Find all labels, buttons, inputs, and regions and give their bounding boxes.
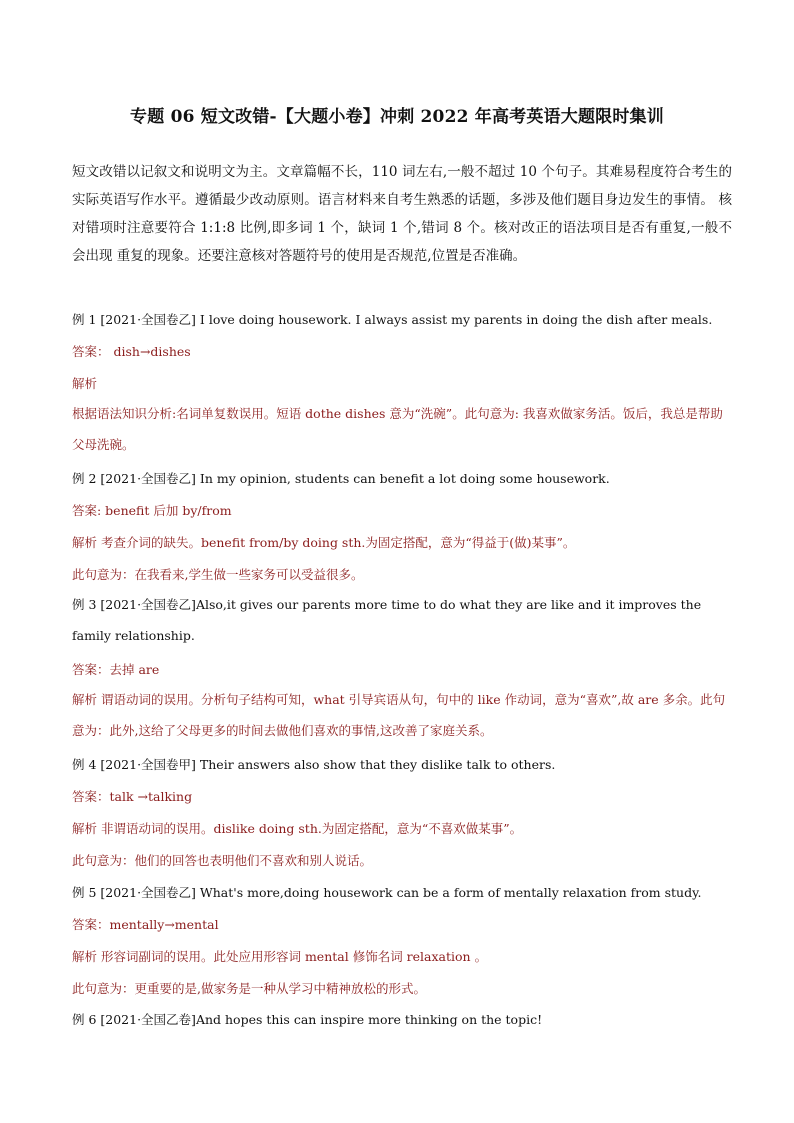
- example-3-question: 例 3 [2021·全国卷乙]Also,it gives our parents more time to do what they are like and it improves the family relationship.: [72, 597, 702, 643]
- example-1-analysis-label: 解析: [72, 376, 98, 391]
- example-2-answer: 答案: benefit 后加 by/from: [72, 503, 232, 518]
- example-1-answer: 答案： dish→dishes: [72, 344, 191, 359]
- example-3-answer: 答案：去掉 are: [72, 662, 160, 677]
- example-5-analysis: 解析 形容词副词的误用。此处应用形容词 mental 修饰名词 relaxation 。: [72, 949, 488, 964]
- example-2-analysis: 解析 考查介词的缺失。benefit from/by doing sth.为固定搭配，意为“得益于(做)某事”。: [72, 535, 576, 550]
- page-title: 专题 06 短文改错-【大题小卷】冲刺 2022 年高考英语大题限时集训: [130, 107, 664, 127]
- example-3-analysis: 解析 谓语动词的误用。分析句子结构可知，what 引导宾语从句，句中的 like 作动词，意为“喜欢”,故 are 多余。此句意为：此外,这给了父母更多的时间去做他们喜欢的事情,这改善了家庭关系。: [72, 692, 726, 738]
- example-5-meaning: 此句意为：更重要的是,做家务是一种从学习中精神放松的形式。: [72, 981, 426, 996]
- example-4-analysis: 解析 非谓语动词的误用。dislike doing sth.为固定搭配，意为“不喜欢做某事”。: [72, 821, 523, 836]
- example-2-meaning: 此句意为：在我看来,学生做一些家务可以受益很多。: [72, 567, 364, 582]
- example-4-answer: 答案：talk →talking: [72, 789, 193, 804]
- example-5-question: 例 5 [2021·全国卷乙] What's more,doing housework can be a form of mentally relaxation from study.: [72, 885, 702, 900]
- example-5-answer: 答案：mentally→mental: [72, 917, 219, 932]
- example-2-question: 例 2 [2021·全国卷乙] In my opinion, students can benefit a lot doing some housework.: [72, 471, 610, 486]
- example-4-meaning: 此句意为：他们的回答也表明他们不喜欢和别人说话。: [72, 853, 373, 868]
- example-6-question: 例 6 [2021·全国乙卷]And hopes this can inspire more thinking on the topic!: [72, 1012, 543, 1027]
- example-4-question: 例 4 [2021·全国卷甲] Their answers also show that they dislike talk to others.: [72, 757, 556, 772]
- intro-paragraph: 短文改错以记叙文和说明文为主。文章篇幅不长，110 词左右,一般不超过 10 个句子。其难易程度符合考生的实际英语写作水平。遵循最少改动原则。语言材料来自考生熟悉的话题，多涉及他们题目身边发生的事情。 核对错项时注意要符合 1:1:8 比例,即多词 1 个，缺词 1 个,错词 8 个。核对改正的语法项目是否有重复,一般不会出现 重复的现象。还要注意核对答题符号的使用是否规范,位置是否准确。: [72, 164, 732, 264]
- example-1-analysis: 根据语法知识分析:名词单复数误用。短语 dothe dishes 意为“洗碗”。此句意为: 我喜欢做家务活。饭后，我总是帮助父母洗碗。: [72, 406, 723, 452]
- example-1-question: 例 1 [2021·全国卷乙] I love doing housework. I always assist my parents in doing the dish after meals.: [72, 312, 713, 327]
